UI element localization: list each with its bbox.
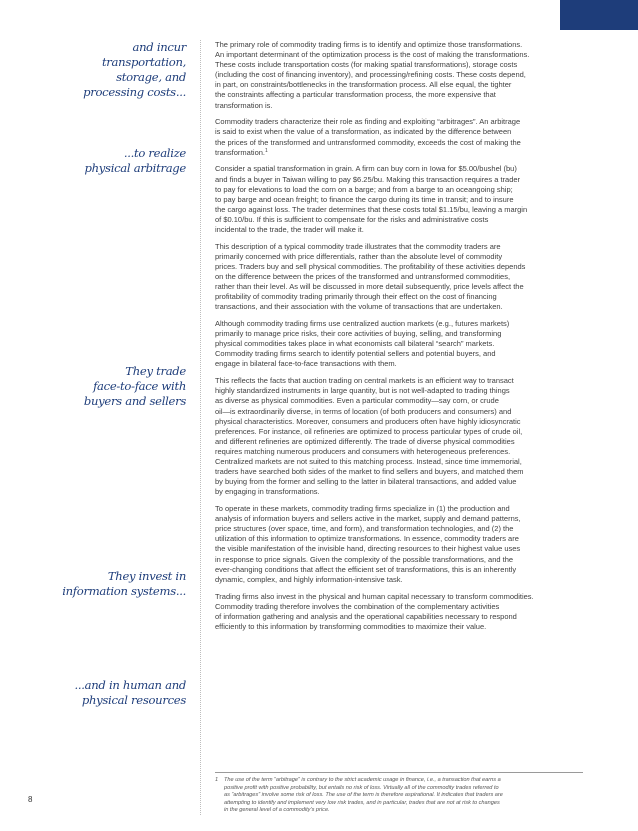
text-line: by engaging in transformations.: [215, 487, 320, 497]
text-line: engage in bilateral face-to-face transactions with them.: [215, 359, 397, 369]
text-line: utilization of this information to optimize transformations. In essence, commodity traders are: [215, 534, 519, 544]
text-line: requires matching numerous producers and consumers with heterogeneous preferences.: [215, 446, 511, 456]
footnote-line: as “arbitrages” involve some risk of loss. The use of the term is therefore aspirational. It indicates that traders are: [224, 792, 503, 799]
text-line: [215, 148, 583, 158]
margin-note-resources: [40, 678, 186, 708]
margin-note-line: storage, and: [116, 70, 186, 84]
text-line: and finds a buyer in Taiwan willing to pay $6.25/bu. Making this transaction requires a trader: [215, 174, 521, 184]
text-line: primarily to manage price risks, their core activities of buying, selling, and transforming: [215, 329, 502, 339]
text-line: Consider a spatial transformation in grain. A firm can buy corn in Iowa for $5.00/bushel (bu): [215, 164, 517, 174]
text-line: An important determinant of the optimization process is the cost of making the transformations.: [215, 50, 530, 60]
text-line: on the difference between the prices of the transformed and untransformed commodities,: [215, 272, 511, 282]
footnote-line: The use of the term “arbitrage” is contrary to the strict academic usage in finance, i.e., a transaction that earns a: [224, 777, 501, 783]
margin-note-line: face-to-face with: [93, 379, 186, 393]
text-line: as diverse as physical commodities. Even a particular commodity—say corn, or crude: [215, 396, 499, 406]
text-line: the prices of the transformed and untransformed commodity, exceeds the cost of making the: [215, 137, 521, 147]
text-line: efficiently to this information by transforming commodities to maximize their value.: [215, 621, 487, 631]
paragraph: [215, 117, 583, 157]
margin-note-line: They invest in: [107, 569, 186, 583]
text-line: by buying from the former and selling to the latter in bilateral transactions, and added value: [215, 477, 517, 487]
footnote: [215, 777, 583, 815]
text-line: price structures (over space, time, and form), and transformation technologies, and (2) the: [215, 524, 514, 534]
header-color-bar: [560, 0, 638, 30]
footnote-line: positive profit with positive probability, but entails no risk of loss. Virtually all of the commodity trades referred to: [224, 784, 499, 791]
text-line: preferences. For instance, oil refineries are optimized to process particular types of crude oil,: [215, 426, 523, 436]
paragraph: [215, 40, 583, 111]
paragraph: [215, 592, 583, 632]
paragraph: [215, 242, 583, 313]
text-line: the constraints affecting a particular transformation process, the more expensive that: [215, 90, 496, 100]
text-line: the visible manifestation of the invisible hand, directing resources to their highest value uses: [215, 544, 521, 554]
text-line: of information gathering and analysis and the operational capabilities necessary to respond: [215, 611, 517, 621]
margin-note-line: physical arbitrage: [84, 161, 186, 175]
footnote-line: attempting to identify and implement very low risk trades, and in particular, trades that are not at risk to changes: [224, 799, 500, 806]
text-line: the cargo against loss. The trader determines that these costs total $1.15/bu, leaving a margin: [215, 204, 528, 214]
margin-note-line: physical resources: [81, 693, 186, 707]
paragraph: [215, 376, 583, 497]
paragraph: [215, 164, 583, 235]
margin-note-costs: [40, 40, 186, 100]
footnote-line: in the general level of a commodity’s price.: [224, 807, 330, 814]
text-line: The primary role of commodity trading firms is to identify and optimize those transformations.: [215, 40, 523, 49]
text-line: to pay barge and ocean freight; to finance the cargo during its time in transit; and to insure: [215, 194, 514, 204]
text-line: and different refineries are optimized differently. The trade of diverse physical commodities: [215, 436, 515, 446]
text-line: of $0.10/bu. If this is sufficient to compensate for the risks and administrative costs: [215, 214, 489, 224]
text-line: physical commodities takes place in what economists call bilateral “search” markets.: [215, 339, 495, 349]
text-line: Commodity trading therefore involves the combination of the complementary activities: [215, 601, 500, 611]
margin-note-line: ...to realize: [123, 146, 186, 160]
text-line: To operate in these markets, commodity trading firms specialize in (1) the production and: [215, 504, 510, 514]
text-line: Centralized markets are not suited to this matching process. Instead, since time immemorial,: [215, 457, 522, 466]
text-line: Although commodity trading firms use centralized auction markets (e.g., futures markets): [215, 319, 510, 329]
text-line: incidental to the trade, the trader will make it.: [215, 224, 364, 234]
text-line: physical characteristics. Moreover, consumers and producers often have highly idiosyncratic: [215, 416, 521, 426]
margin-note-information-systems: [40, 569, 186, 599]
body-text: [215, 40, 583, 639]
text-line: Trading firms also invest in the physical and human capital necessary to transform commodities.: [215, 591, 534, 601]
text-line: in response to price signals. Given the complexity of the possible transformations, and the: [215, 554, 514, 564]
text-line: traders have searched both sides of the market to find sellers and buyers, and matched them: [215, 467, 524, 477]
footnote-divider: [215, 772, 583, 773]
text-line: transactions, and their association with the volume of transactions that are undertaken.: [215, 302, 503, 312]
text-line: highly standardized instruments in large quantity, but is not well-adapted to trading things: [215, 386, 510, 396]
text-line: Commodity traders characterize their role as finding and exploiting “arbitrages”. An arbitrage: [215, 117, 521, 127]
margin-note-line: ...and in human and: [74, 678, 186, 692]
text-line: primarily concerned with price differentials, rather than the absolute level of commodity: [215, 251, 503, 261]
text-line: prices. Traders buy and sell physical commodities. The profitability of these activities depends: [215, 261, 526, 271]
margin-note-line: buyers and sellers: [83, 394, 186, 408]
text-line: profitability of commodity trading primarily through their effect on the cost of financing: [215, 292, 497, 302]
page-number: 8: [28, 795, 33, 804]
text-line: These costs include transportation costs (for making spatial transformations), storage costs: [215, 60, 518, 70]
text-line: oil—is extraordinarily diverse, in terms of location (of both producers and consumers) and: [215, 406, 512, 416]
margin-note-line: and incur: [132, 40, 186, 54]
margin-note-line: information systems...: [62, 584, 186, 598]
text-line: dynamic, complex, and highly information-intensive task.: [215, 574, 403, 584]
footnote-number: 1: [215, 777, 219, 783]
text-line: transformation is.: [215, 100, 273, 110]
text-line: rather than their level. As will be discussed in more detail subsequently, price levels affect the: [215, 282, 524, 292]
text-line: This reflects the facts that auction trading on central markets is an efficient way to transact: [215, 376, 514, 386]
text-line: analysis of information buyers and sellers active in the market, supply and demand patterns,: [215, 514, 521, 524]
text-line: is said to exist when the value of a transformation, as indicated by the difference between: [215, 127, 512, 137]
text-line: (including the cost of financing inventory), and processing/refining costs. These costs depend,: [215, 70, 526, 80]
column-divider: [200, 40, 201, 815]
margin-note-arbitrage: [40, 146, 186, 176]
text-line: to pay for elevations to load the corn on a barge; and from a barge to an oceangoing ship;: [215, 184, 513, 194]
paragraph: [215, 319, 583, 369]
text-line: This description of a typical commodity trade illustrates that the commodity traders are: [215, 241, 501, 251]
text-line: in part, on constraints/bottlenecks in the transformation process. All else equal, the tighter: [215, 80, 512, 90]
margin-note-line: processing costs...: [83, 85, 186, 99]
margin-note-line: They trade: [125, 364, 186, 378]
paragraph: [215, 504, 583, 585]
text-line: Commodity trading firms search to identify potential sellers and potential buyers, and: [215, 349, 496, 359]
margin-note-face-to-face: [40, 364, 186, 409]
footnote-reference[interactable]: 1: [265, 147, 268, 154]
margin-note-line: transportation,: [101, 55, 186, 69]
text-line: ever-changing conditions that affect the efficient set of transformations, this is an inherently: [215, 564, 517, 574]
text-line-content: transformation.: [215, 147, 266, 157]
